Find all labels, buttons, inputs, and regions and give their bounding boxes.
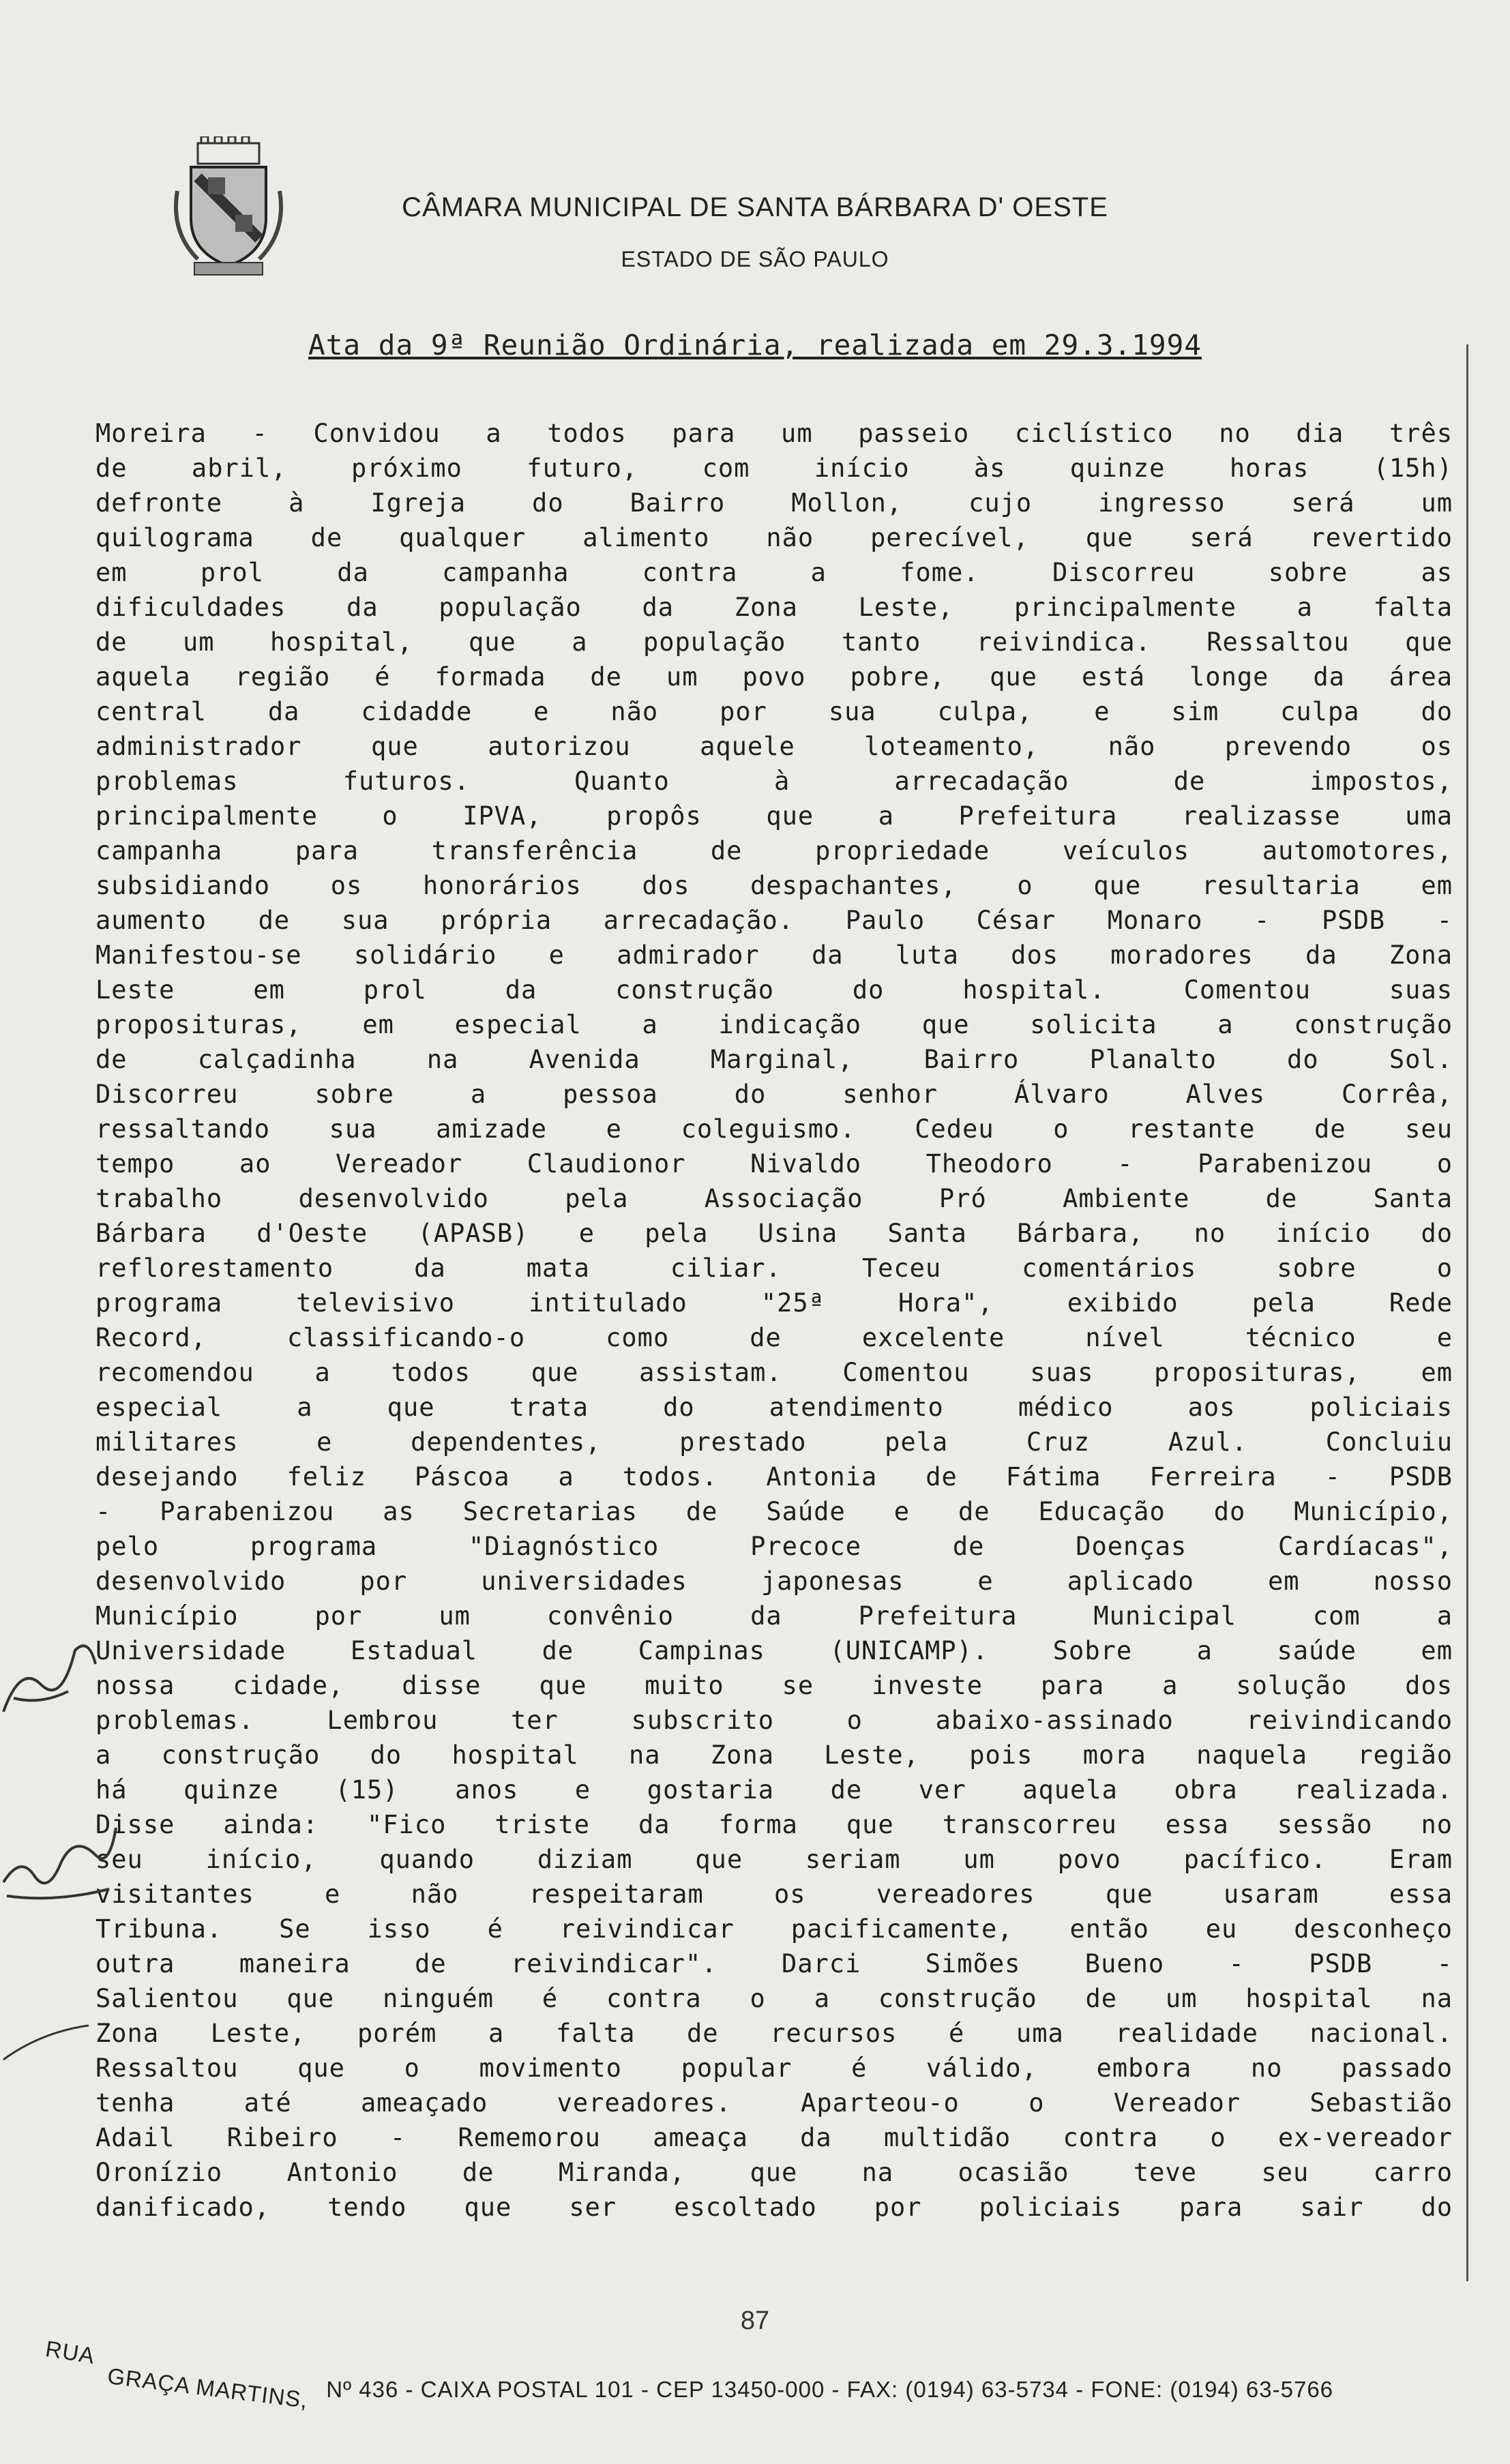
body-line: aquela região é formada de um povo pobre, que está longe da área: [95, 662, 1453, 692]
body-line: nossa cidade, disse que muito se investe para a solução dos: [95, 1671, 1453, 1700]
body-line: tenha até ameaçado vereadores. Aparteou-o o Vereador Sebastião: [95, 2088, 1453, 2118]
footer-street-prefix: RUA: [44, 2336, 97, 2369]
page-number: 87: [740, 2306, 770, 2335]
body-line: quilograma de qualquer alimento não perecível, que será revertido: [95, 523, 1453, 552]
body-line: administrador que autorizou aquele loteamento, não prevendo os: [95, 732, 1453, 761]
body-line: Salientou que ninguém é contra o a construção de um hospital na: [95, 1984, 1453, 2013]
body-line: problemas. Lembrou ter subscrito o abaixo-assinado reivindicando: [95, 1706, 1453, 1735]
body-line: de abril, próximo futuro, com início às quinze horas (15h): [95, 454, 1453, 483]
body-line: outra maneira de reivindicar". Darci Simões Bueno - PSDB -: [95, 1949, 1453, 1978]
footer-contact: Nº 436 - CAIXA POSTAL 101 - CEP 13450-000 - FAX: (0194) 63-5734 - FONE: (0194) 63-5766: [326, 2377, 1334, 2402]
body-line: seu início, quando diziam que seriam um povo pacífico. Eram: [95, 1845, 1453, 1874]
body-line: Universidade Estadual de Campinas (UNICAMP). Sobre a saúde em: [95, 1636, 1453, 1665]
body-line: Bárbara d'Oeste (APASB) e pela Usina Santa Bárbara, no início do: [95, 1219, 1453, 1248]
body-line: desejando feliz Páscoa a todos. Antonia de Fátima Ferreira - PSDB: [95, 1462, 1453, 1491]
minutes-body: [95, 416, 1453, 2225]
body-line: Tribuna. Se isso é reivindicar pacificamente, então eu desconheço: [95, 1914, 1453, 1944]
body-line: especial a que trata do atendimento médico aos policiais: [95, 1393, 1453, 1422]
body-line: em prol da campanha contra a fome. Discorreu sobre as: [95, 558, 1453, 587]
body-line: visitantes e não respeitaram os vereadores que usaram essa: [95, 1880, 1453, 1909]
body-line: trabalho desenvolvido pela Associação Pró Ambiente de Santa: [95, 1184, 1453, 1213]
body-line: proposituras, em especial a indicação que solicita a construção: [95, 1010, 1453, 1039]
body-line: Disse ainda: "Fico triste da forma que transcorreu essa sessão no: [95, 1810, 1453, 1839]
body-line: Ressaltou que o movimento popular é válido, embora no passado: [95, 2053, 1453, 2083]
body-line: Discorreu sobre a pessoa do senhor Álvaro Alves Corrêa,: [95, 1080, 1453, 1109]
minutes-title: Ata da 9ª Reunião Ordinária, realizada em 29.3.1994: [308, 329, 1202, 361]
body-line: - Parabenizou as Secretarias de Saúde e de Educação do Município,: [95, 1497, 1453, 1526]
footer-street-name: GRAÇA MARTINS,: [106, 2363, 310, 2413]
body-line: defronte à Igreja do Bairro Mollon, cujo ingresso será um: [95, 488, 1453, 518]
body-line: recomendou a todos que assistam. Comentou suas proposituras, em: [95, 1358, 1453, 1387]
body-line: Adail Ribeiro - Rememorou ameaça da multidão contra o ex-vereador: [95, 2123, 1453, 2152]
body-line: Zona Leste, porém a falta de recursos é uma realidade nacional.: [95, 2019, 1453, 2048]
body-line: Município por um convênio da Prefeitura Municipal com a: [95, 1601, 1453, 1631]
body-line: a construção do hospital na Zona Leste, pois mora naquela região: [95, 1740, 1453, 1770]
body-line: ressaltando sua amizade e coleguismo. Cedeu o restante de seu: [95, 1114, 1453, 1144]
body-line: campanha para transferência de propriedade veículos automotores,: [95, 836, 1453, 865]
margin-signature-2: [0, 1800, 123, 1916]
body-line: militares e dependentes, prestado pela Cruz Azul. Concluiu: [95, 1427, 1453, 1457]
body-line: tempo ao Vereador Claudionor Nivaldo Theodoro - Parabenizou o: [95, 1149, 1453, 1178]
footer-address: [44, 2336, 1494, 2431]
body-line: de calçadinha na Avenida Marginal, Bairro Planalto do Sol.: [95, 1045, 1453, 1074]
body-line: central da cidadde e não por sua culpa, e sim culpa do: [95, 697, 1453, 726]
body-line: há quinze (15) anos e gostaria de ver aquela obra realizada.: [95, 1775, 1453, 1805]
right-margin-line: [1466, 344, 1468, 2281]
body-line: programa televisivo intitulado "25ª Hora", exibido pela Rede: [95, 1288, 1453, 1318]
body-line: aumento de sua própria arrecadação. Paulo César Monaro - PSDB -: [95, 906, 1453, 935]
body-line: Record, classificando-o como de excelente nível técnico e: [95, 1323, 1453, 1352]
body-line: subsidiando os honorários dos despachantes, o que resultaria em: [95, 871, 1453, 900]
body-line: Oronízio Antonio de Miranda, que na ocasião teve seu carro: [95, 2158, 1453, 2187]
body-line: Manifestou-se solidário e admirador da luta dos moradores da Zona: [95, 940, 1453, 970]
body-line: dificuldades da população da Zona Leste, principalmente a falta: [95, 593, 1453, 622]
body-line: Moreira - Convidou a todos para um passeio ciclístico no dia três: [95, 419, 1453, 448]
body-line: pelo programa "Diagnóstico Precoce de Doenças Cardíacas",: [95, 1532, 1453, 1561]
body-line: Leste em prol da construção do hospital. Comentou suas: [95, 975, 1453, 1005]
body-line: principalmente o IPVA, propôs que a Prefeitura realizasse uma: [95, 801, 1453, 831]
state-subheader: ESTADO DE SÃO PAULO: [621, 247, 889, 271]
body-line: de um hospital, que a população tanto reivindica. Ressaltou que: [95, 627, 1453, 657]
body-line: desenvolvido por universidades japonesas e aplicado em nosso: [95, 1567, 1453, 1596]
body-line: reflorestamento da mata ciliar. Teceu comentários sobre o: [95, 1253, 1453, 1283]
margin-signature-3: [0, 2019, 95, 2073]
institution-header: CÂMARA MUNICIPAL DE SANTA BÁRBARA D' OESTE: [402, 192, 1108, 222]
body-line: danificado, tendo que ser escoltado por policiais para sair do: [95, 2193, 1453, 2222]
body-line: problemas futuros. Quanto à arrecadação de impostos,: [95, 767, 1453, 796]
margin-signature-1: [0, 1623, 102, 1725]
